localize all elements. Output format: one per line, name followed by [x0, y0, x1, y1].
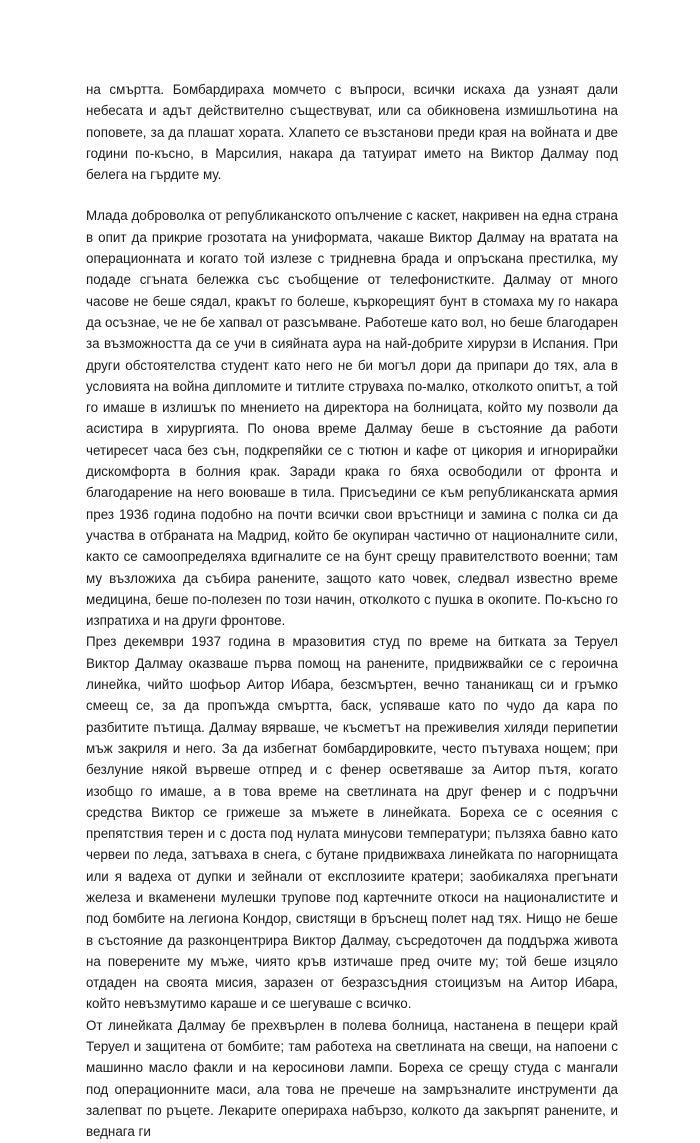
paragraph-2: Млада доброволка от републиканското опълчение с каскет, накривен на една страна в опит да прикрие грозотата на униформата, чакаше Виктор Далмау на вратата на операционната и когато той излезе с тридневна брада и опръскана престилка, му подаде сгъната бележка със съобщение от телефонистките. Далмау от много часове не беше сядал, кракът го болеше, къркорещият бунт в стомаха му го накара да осъзнае, че не бе хапвал от разсъмване. Работеше като вол, но беше благодарен за възможността да се учи в сияйната аура на най-добрите хирурзи в Испания. При други обстоятелства студент като него не би могъл дори да припари до тях, ала в условията на война дипломите и титлите струваха по-малко, отколкото опитът, а той го имаше в излишък по мнението на директора на болницата, който му позволи да асистира в хирургията. По онова време Далмау беше в състояние да работи четиресет часа без сън, подкрепяйки се с тютюн и кафе от цикория и игнорирайки дискомфорта в болния крак. Заради крака го бяха освободили от фронта и благодарение на него воюваше в тила. Присъедини се към републиканската армия през 1936 година подобно на почти всички свои връстници и замина с полка си да участва в отбраната на Мадрид, който бе окупиран частично от националните сили, както се самоопределяха вдигналите се на бунт срещу правителството военни; там му възложиха да събира ранените, защото като човек, следвал известно време медицина, беше по-полезен по този начин, отколкото с пушка в окопите. По-късно го изпратиха и на други фронтове.: [86, 208, 618, 629]
paragraph-3: През декември 1937 година в мразовития студ по време на битката за Теруел Виктор Далмау оказваше първа помощ на ранените, придвижвайки се с героична линейка, чийто шофьор Аитор Ибара, безсмъртен, вечно тананикащ си и гръмко смеещ се, за да пропъжда смъртта, баск, успяваше като по чудо да кара по разбитите пътища. Далмау вярваше, че късметът на преживелия хиляди перипетии мъж закриля и него. За да избегнат бомбардировките, често пътуваха нощем; при безлуние някой вървеше отпред и с фенер осветяваше за Аитор пътя, когато изобщо го имаше, а в това време на светлината на друг фенер и с подръчни средства Виктор се грижеше за мъжете в линейката. Бореха се с осеяния с препятствия терен и с доста под нулата минусови температури; пълзяха бавно като червеи по леда, затъваха в снега, с бутане придвижваха линейката по нагорнищата или я вадеха от дупки и зейнали от експлозиите кратери; заобикаляха прегънати железа и вкаменени мулешки трупове под картечните откоси на националистите и под бомбите на легиона Кондор, свистящи в бръснещ полет над тях. Нищо не беше в състояние да разконцентрира Виктор Далмау, съсредоточен да поддържа живота на поверените му мъже, чиято кръв изтичаше пред очите му; той беше изцяло отдаден на своята мисия, заразен от безразсъдния стоицизъм на Аитор Ибара, който невъзмутимо караше и се шегуваше с всичко.: [86, 634, 618, 1012]
document-page: [86, 79, 618, 1140]
paragraph-4: От линейката Далмау бе прехвърлен в полева болница, настанена в пещери край Теруел и защитена от бомбите; там работеха на светлината на свещи, на напоени с машинно масло факли и на керосинови лампи. Бореха се срещу студа с мангали под операционните маси, ала това не пречеше на замръзналите инструменти да залепват по ръцете. Лекарите оперираха набързо, колкото да закърпят ранените, и веднага ги: [86, 1017, 618, 1140]
paragraph-1: на смъртта. Бомбардираха момчето с въпроси, всички искаха да узнаят дали небесата и адът действително съществуват, или са обикновена измишльотина на поповете, за да плашат хората. Хлапето се възстанови преди края на войната и две години по-късно, в Марсилия, накара да татуират името на Виктор Далмау под белега на гърдите му.: [86, 82, 618, 183]
